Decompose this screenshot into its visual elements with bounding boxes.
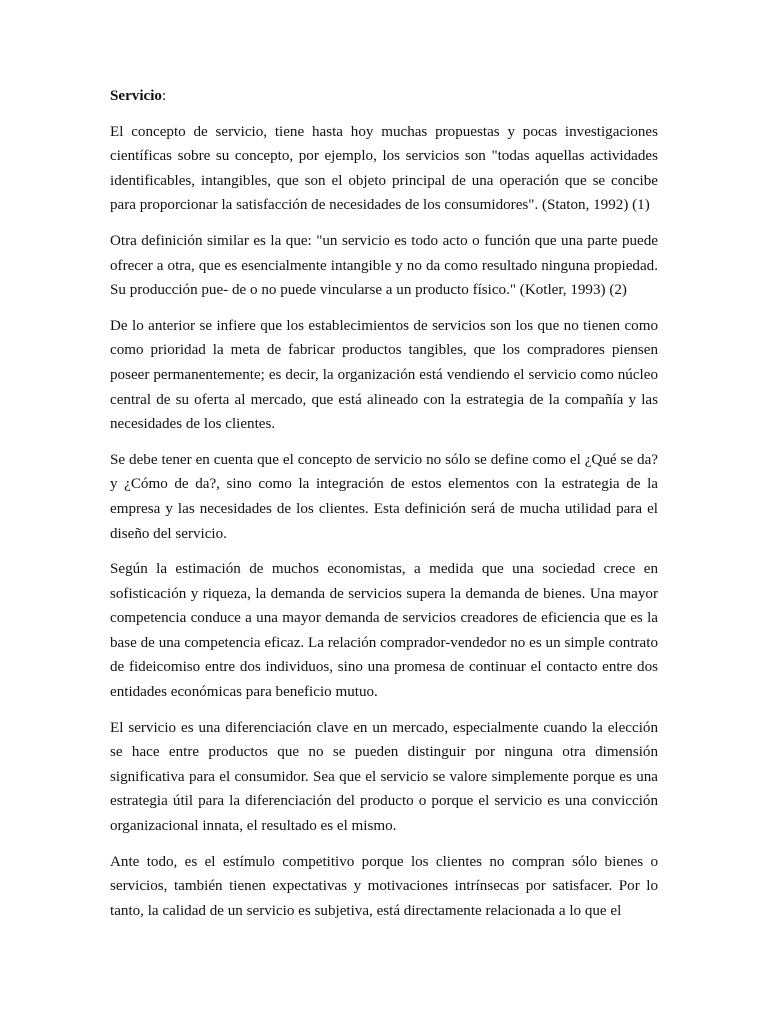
paragraph-3: De lo anterior se infiere que los establecimientos de servicios son los que no tienen como como prioridad la meta de fabricar productos tangibles, que los compradores piensen poseer permanentemente; es decir, la organización está vendiendo el servicio como núcleo central de su oferta al mercado, que está alineado con la estrategia de la compañía y las necesidades de los clientes. xyxy=(110,317,658,433)
paragraph-2: Otra definición similar es la que: "un servicio es todo acto o función que una parte puede ofrecer a otra, que es esencialmente intangible y no da como resultado ninguna propiedad. Su producción pue- de o no puede vincularse a un producto físico." (Kotler, 1993) (2) xyxy=(110,232,658,299)
section-heading-colon: : xyxy=(161,88,167,104)
section-heading-text: Servicio xyxy=(110,88,162,104)
document-body xyxy=(110,84,658,934)
paragraph-7: Ante todo, es el estímulo competitivo porque los clientes no compran sólo bienes o servicios, también tienen expectativas y motivaciones intrínsecas por satisfacer. Por lo tanto, la calidad de un servicio es subjetiva, está directamente relacionada a lo que el xyxy=(110,853,658,919)
paragraph-1: El concepto de servicio, tiene hasta hoy muchas propuestas y pocas investigaciones científicas sobre su concepto, por ejemplo, los servicios son "todas aquellas actividades identificables, intangibles, que son el objeto principal de una operación que se concibe para proporcionar la satisfacción de necesidades de los consumidores". (Staton, 1992) (1) xyxy=(110,123,658,214)
paragraph-5: Según la estimación de muchos economistas, a medida que una sociedad crece en sofisticación y riqueza, la demanda de servicios supera la demanda de bienes. Una mayor competencia conduce a una mayor demanda de servicios creadores de eficiencia que es la base de una competencia eficaz. La relación comprador-vendedor no es un simple contrato de fideicomiso entre dos individuos, sino una promesa de continuar el contacto entre dos entidades económicas para beneficio mutuo. xyxy=(110,561,658,701)
paragraph-4: Se debe tener en cuenta que el concepto de servicio no sólo se define como el ¿Qué se da? y ¿Cómo de da?, sino como la integración de estos elementos con la estrategia de la empresa y las necesidades de los clientes. Esta definición será de mucha utilidad para el diseño del servicio. xyxy=(110,451,658,542)
section-heading xyxy=(110,84,658,109)
paragraph-6: El servicio es una diferenciación clave en un mercado, especialmente cuando la elección se hace entre productos que no se pueden distinguir por ninguna otra dimensión significativa para el consumidor. Sea que el servicio se valore simplemente porque es una estrategia útil para la diferenciación del producto o porque el servicio es una convicción organizacional innata, el resultado es el mismo. xyxy=(110,719,658,835)
